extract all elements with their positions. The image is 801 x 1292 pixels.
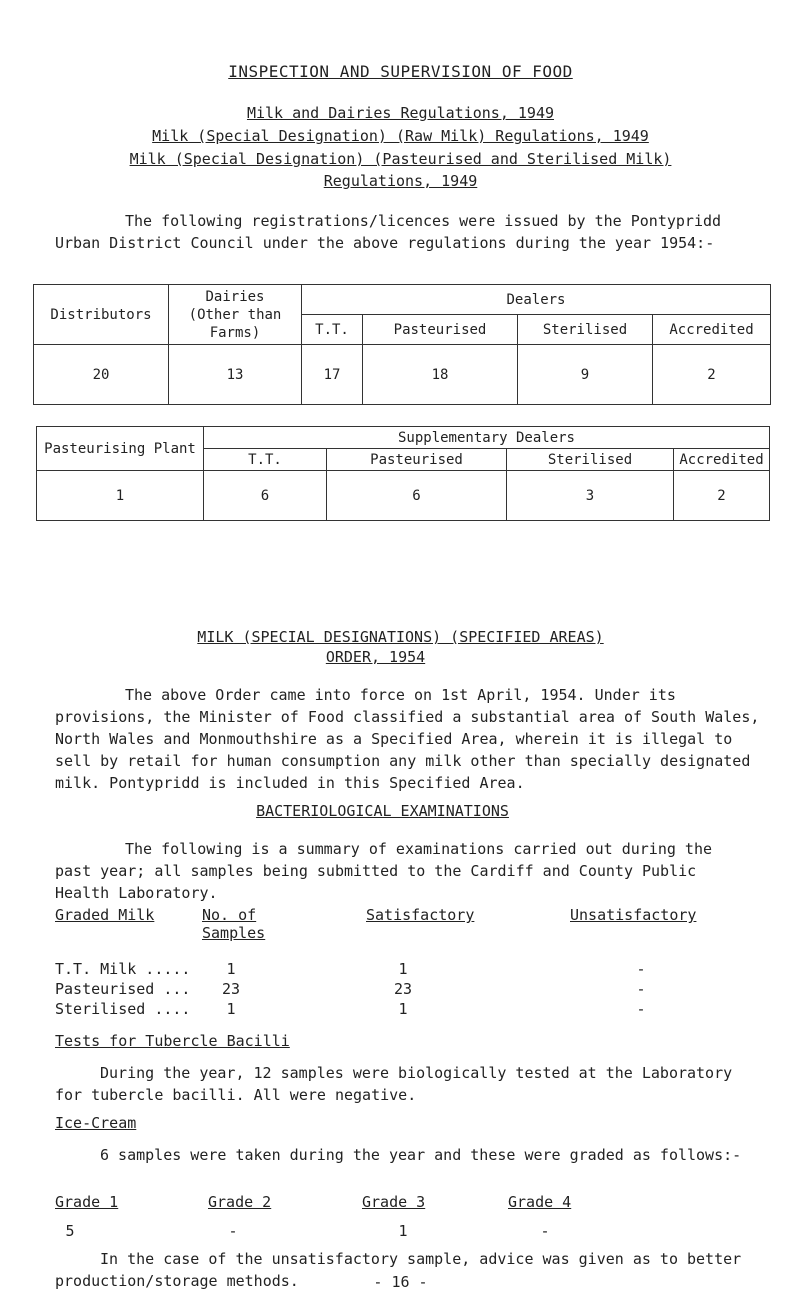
sample-row-name: Pasteurised ... <box>55 980 191 998</box>
distributors-value: 20 <box>34 345 169 405</box>
regulation-2: Milk (Special Designation) (Raw Milk) Regulations, 1949 <box>152 127 649 145</box>
grade-2-label: Grade 2 <box>208 1193 272 1211</box>
accredited-header: Accredited <box>653 315 771 345</box>
sample-row-sat: 1 <box>398 960 408 978</box>
sample-row-unsat: - <box>636 980 646 998</box>
regulation-3: Milk (Special Designation) (Pasteurised and Sterilised Milk) <box>129 150 672 168</box>
sample-row-unsat: - <box>636 1000 646 1018</box>
supp-accredited-header: Accredited <box>674 449 770 471</box>
order-subtitle: ORDER, 1954 <box>325 648 426 666</box>
sterilised-header: Sterilised <box>518 315 653 345</box>
unsatisfactory-header: Unsatisfactory <box>570 906 697 924</box>
regulation-1: Milk and Dairies Regulations, 1949 <box>246 104 555 122</box>
order-title: MILK (SPECIAL DESIGNATIONS) (SPECIFIED AREAS) <box>197 628 604 646</box>
sample-row-unsat: - <box>636 960 646 978</box>
supp-sterilised-header: Sterilised <box>507 449 674 471</box>
bacteriological-title: BACTERIOLOGICAL EXAMINATIONS <box>256 802 509 820</box>
samples-header: Samples <box>202 924 266 942</box>
grade-1-value: 5 <box>65 1222 75 1240</box>
tt-value: 17 <box>302 345 363 405</box>
bacteriological-paragraph: The following is a summary of examinations carried out during the past year; all samples being submitted to the Cardiff and County Public Health Laboratory. <box>55 840 712 902</box>
sample-row-sat: 1 <box>398 1000 408 1018</box>
sample-row-no: 1 <box>226 1000 236 1018</box>
tubercle-paragraph: During the year, 12 samples were biologically tested at the Laboratory for tubercle bacilli. All were negative. <box>55 1064 733 1104</box>
supp-tt-value: 6 <box>204 471 327 521</box>
dairies-header <box>169 285 302 345</box>
grade-4-value: - <box>540 1222 550 1240</box>
pasteurised-header: Pasteurised <box>363 315 518 345</box>
grade-1-label: Grade 1 <box>55 1193 119 1211</box>
grade-3-value: 1 <box>398 1222 408 1240</box>
supplementary-header: Supplementary Dealers <box>204 427 770 449</box>
distributors-header: Distributors <box>34 285 169 345</box>
plant-value: 1 <box>37 471 204 521</box>
order-paragraph: The above Order came into force on 1st April, 1954. Under its provisions, the Minister of Food classified a substantial area of South Wales, North Wales and Monmouthshire as a Specified Area, wherein it is illegal to sell by retail for human consumption any milk other than specially designated milk. Pontypridd is included in this Specified Area. <box>55 686 760 792</box>
dairies-label: Dairies <box>205 288 265 305</box>
page-number: - 16 - <box>373 1273 428 1291</box>
dairies-sublabel: (Other than Farms) <box>188 306 282 341</box>
intro-paragraph: The following registrations/licences were issued by the Pontypridd Urban District Council under the above regulations during the year 1954:- <box>55 212 722 252</box>
sample-row-name: T.T. Milk ..... <box>55 960 191 978</box>
supp-pasteurised-header: Pasteurised <box>327 449 507 471</box>
regulation-4: Regulations, 1949 <box>323 172 478 190</box>
sample-row-name: Sterilised .... <box>55 1000 191 1018</box>
page-heading: INSPECTION AND SUPERVISION OF FOOD <box>228 62 573 81</box>
grade-4-label: Grade 4 <box>508 1193 572 1211</box>
registrations-table <box>33 284 771 405</box>
dairies-value: 13 <box>169 345 302 405</box>
satisfactory-header: Satisfactory <box>366 906 475 924</box>
ice-cream-paragraph: 6 samples were taken during the year and these were graded as follows:- <box>100 1146 742 1164</box>
sample-row-no: 1 <box>226 960 236 978</box>
tt-header: T.T. <box>302 315 363 345</box>
supp-tt-header: T.T. <box>204 449 327 471</box>
pasteurised-value: 18 <box>363 345 518 405</box>
dealers-header: Dealers <box>302 285 771 315</box>
sample-row-sat: 23 <box>393 980 413 998</box>
tubercle-title: Tests for Tubercle Bacilli <box>55 1032 290 1050</box>
supp-accredited-value: 2 <box>674 471 770 521</box>
sample-row-no: 23 <box>221 980 241 998</box>
plant-header: Pasteurising Plant <box>37 427 204 471</box>
advice-paragraph: In the case of the unsatisfactory sample, advice was given as to better production/storage methods. <box>55 1250 742 1290</box>
accredited-value: 2 <box>653 345 771 405</box>
grade-3-label: Grade 3 <box>362 1193 426 1211</box>
grade-2-value: - <box>228 1222 238 1240</box>
ice-cream-title: Ice-Cream <box>55 1114 137 1132</box>
supp-pasteurised-value: 6 <box>327 471 507 521</box>
supp-sterilised-value: 3 <box>507 471 674 521</box>
supplementary-table <box>36 426 770 521</box>
sterilised-value: 9 <box>518 345 653 405</box>
no-of-header: No. of <box>202 906 257 924</box>
graded-milk-header: Graded Milk <box>55 906 155 924</box>
